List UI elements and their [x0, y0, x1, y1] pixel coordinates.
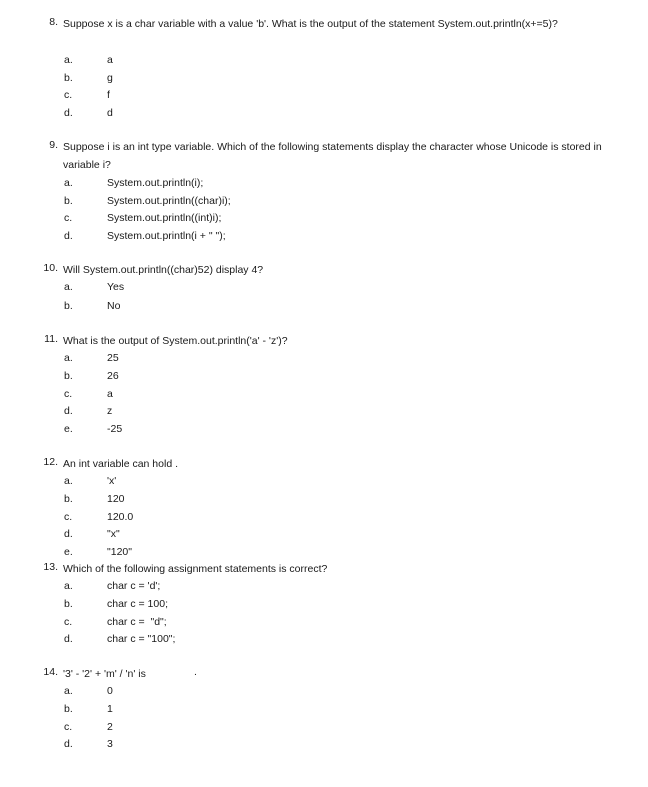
- option-c: [0, 386, 648, 404]
- option-value: Yes: [107, 281, 125, 293]
- option-letter: c.: [64, 89, 73, 101]
- option-value: 120: [107, 493, 125, 505]
- question-number: 10.: [43, 262, 58, 274]
- option-value: "x": [107, 528, 120, 540]
- question-text: What is the output of System.out.println('a' - 'z')?: [63, 335, 288, 347]
- question-number: 8.: [49, 16, 58, 28]
- option-letter: d.: [64, 633, 73, 645]
- option-letter: b.: [64, 703, 73, 715]
- option-d: [0, 228, 648, 246]
- question-text: Suppose i is an int type variable. Which of the following statements display the character whose Unicode is stored in variable i?: [63, 141, 602, 171]
- option-letter: d.: [64, 405, 73, 417]
- option-letter: b.: [64, 493, 73, 505]
- option-d: [0, 526, 648, 544]
- option-value: a: [107, 54, 113, 66]
- option-value: No: [107, 300, 121, 312]
- option-value: System.out.println((char)i);: [107, 195, 231, 207]
- option-d: [0, 105, 648, 123]
- question-text: Will System.out.println((char)52) display 4?: [63, 264, 264, 276]
- option-value: 25: [107, 352, 119, 364]
- option-c: [0, 614, 648, 632]
- question-number: 13.: [43, 561, 58, 573]
- option-letter: c.: [64, 511, 73, 523]
- option-value: System.out.println(i);: [107, 177, 204, 189]
- option-letter: d.: [64, 107, 73, 119]
- option-value: char c = 'd';: [107, 580, 161, 592]
- option-letter: a.: [64, 685, 73, 697]
- trailing-period: .: [194, 666, 197, 678]
- option-value: 2: [107, 721, 113, 733]
- question-text: An int variable can hold .: [63, 458, 178, 470]
- option-letter: c.: [64, 212, 73, 224]
- option-a: [0, 683, 648, 701]
- option-letter: a.: [64, 580, 73, 592]
- option-b: [0, 596, 648, 614]
- option-c: [0, 719, 648, 737]
- option-value: 0: [107, 685, 113, 697]
- option-value: 120.0: [107, 511, 134, 523]
- option-letter: c.: [64, 388, 73, 400]
- option-value: a: [107, 388, 113, 400]
- option-d: [0, 736, 648, 754]
- question-number: 14.: [43, 666, 58, 678]
- option-value: 3: [107, 738, 113, 750]
- option-letter: a.: [64, 352, 73, 364]
- option-value: char c = "100";: [107, 633, 176, 645]
- option-value: 'x': [107, 475, 117, 487]
- option-b: [0, 193, 648, 211]
- option-value: -25: [107, 423, 123, 435]
- option-value: System.out.println(i + " ");: [107, 230, 226, 242]
- question-number: 12.: [43, 456, 58, 468]
- option-e: [0, 544, 648, 562]
- option-value: "120": [107, 546, 132, 558]
- option-value: f: [107, 89, 110, 101]
- question-number: 9.: [49, 139, 58, 151]
- option-letter: b.: [64, 300, 73, 312]
- option-letter: d.: [64, 528, 73, 540]
- option-letter: a.: [64, 177, 73, 189]
- option-c: [0, 509, 648, 527]
- option-b: [0, 701, 648, 719]
- option-letter: e.: [64, 546, 73, 558]
- option-value: g: [107, 72, 113, 84]
- option-b: [0, 368, 648, 386]
- option-value: System.out.println((int)i);: [107, 212, 222, 224]
- option-a: [0, 279, 648, 297]
- option-d: [0, 631, 648, 649]
- option-a: [0, 578, 648, 596]
- option-letter: b.: [64, 598, 73, 610]
- question-text: Which of the following assignment statements is correct?: [63, 563, 328, 575]
- option-value: char c = 100;: [107, 598, 168, 610]
- option-letter: b.: [64, 72, 73, 84]
- option-letter: a.: [64, 281, 73, 293]
- option-c: [0, 87, 648, 105]
- question-text: Suppose x is a char variable with a value 'b'. What is the output of the statement System.out.println(x+=5)?: [63, 18, 558, 30]
- option-value: 1: [107, 703, 113, 715]
- option-letter: d.: [64, 738, 73, 750]
- option-d: [0, 403, 648, 421]
- option-b: [0, 298, 648, 316]
- option-value: z: [107, 405, 113, 417]
- option-letter: c.: [64, 616, 73, 628]
- option-c: [0, 210, 648, 228]
- option-value: 26: [107, 370, 119, 382]
- option-letter: e.: [64, 423, 73, 435]
- option-letter: a.: [64, 475, 73, 487]
- option-b: [0, 70, 648, 88]
- option-a: [0, 175, 648, 193]
- option-value: d: [107, 107, 113, 119]
- option-a: [0, 473, 648, 491]
- option-a: [0, 52, 648, 70]
- option-letter: b.: [64, 195, 73, 207]
- question-text: '3' - '2' + 'm' / 'n' is: [63, 668, 146, 680]
- option-b: [0, 491, 648, 509]
- option-e: [0, 421, 648, 439]
- question-number: 11.: [44, 333, 58, 345]
- option-letter: a.: [64, 54, 73, 66]
- option-letter: b.: [64, 370, 73, 382]
- option-letter: d.: [64, 230, 73, 242]
- option-letter: c.: [64, 721, 73, 733]
- option-a: [0, 350, 648, 368]
- option-value: char c = "d";: [107, 616, 167, 628]
